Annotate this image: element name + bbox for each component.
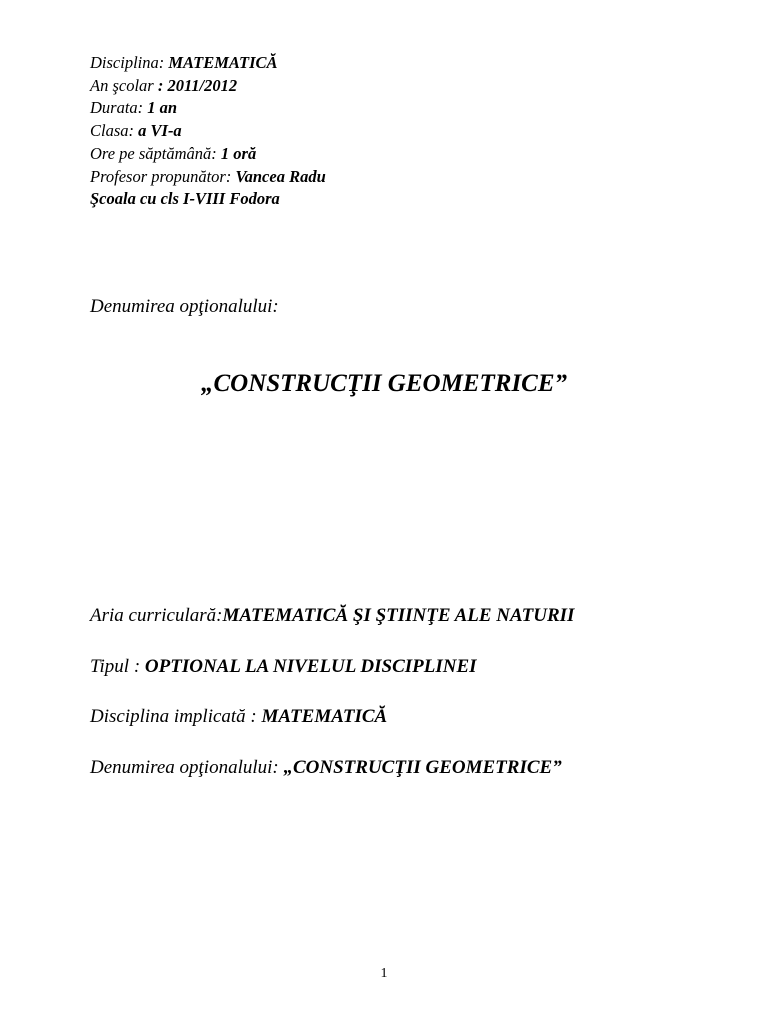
class-label: Clasa:	[90, 121, 139, 141]
teacher-line	[90, 166, 326, 189]
involved-discipline-label: Disciplina implicată :	[90, 706, 262, 728]
class-line	[90, 120, 326, 143]
optional-name-value: „CONSTRUCŢII GEOMETRICE”	[283, 757, 562, 779]
involved-discipline-line	[90, 704, 574, 730]
type-line	[90, 654, 574, 680]
curricular-area-line	[90, 603, 574, 629]
school-year-value: : 2011/2012	[157, 75, 238, 95]
discipline-label: Disciplina:	[90, 53, 169, 72]
course-header	[90, 52, 326, 211]
optional-name-heading: Denumirea opţionalului:	[90, 296, 279, 317]
curricular-area-label: Aria curriculară:	[90, 605, 223, 626]
optional-name-label: Denumirea opţionalului:	[90, 757, 284, 779]
type-label: Tipul :	[90, 655, 145, 677]
discipline-value: MATEMATICĂ	[168, 53, 278, 72]
teacher-value: Vancea Radu	[235, 166, 326, 186]
hours-value: 1 oră	[220, 143, 257, 163]
page-title: „CONSTRUCŢII GEOMETRICE”	[200, 370, 568, 397]
hours-label: Ore pe săptămână:	[90, 143, 221, 163]
optional-name-line	[90, 755, 574, 781]
school-year-line	[90, 75, 326, 98]
page-number: 1	[380, 966, 388, 981]
curricular-area-value: MATEMATICĂ ŞI ŞTIINŢE ALE NATURII	[222, 605, 575, 626]
teacher-label: Profesor propunător:	[90, 166, 236, 186]
school-name: Şcoala cu cls I-VIII Fodora	[90, 189, 280, 209]
school-year-label: An şcolar	[90, 75, 158, 95]
optional-info	[90, 603, 574, 806]
duration-line	[90, 97, 326, 120]
class-value: a VI-a	[138, 121, 182, 141]
hours-line	[90, 143, 326, 166]
type-value: OPTIONAL LA NIVELUL DISCIPLINEI	[144, 655, 477, 677]
duration-value: 1 an	[147, 98, 178, 118]
involved-discipline-value: MATEMATICĂ	[261, 706, 388, 728]
duration-label: Durata:	[90, 98, 148, 118]
discipline-line	[90, 52, 326, 75]
